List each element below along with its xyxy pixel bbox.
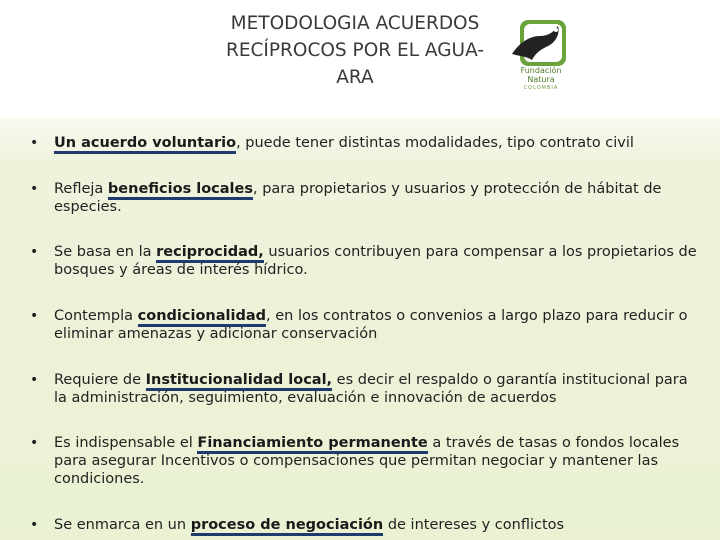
bullet-dot: • xyxy=(30,308,39,324)
bullet-highlight: condicionalidad xyxy=(138,308,266,327)
bullet-post: de intereses y conflictos xyxy=(383,517,565,533)
bullet-post: , puede tener distintas modalidades, tipo contrato civil xyxy=(236,135,634,151)
bullet-highlight: reciprocidad, xyxy=(156,244,264,263)
title-line-3: ARA xyxy=(336,67,374,88)
bullet-post: , para propietarios y usuarios y protección de hábitat de especies. xyxy=(54,181,662,215)
title-line-1: METODOLOGIA ACUERDOS xyxy=(230,13,480,34)
bullet-text xyxy=(54,516,704,534)
bullet-post: es decir el respaldo o garantía institucional para la administración, seguimiento, evaluación e innovación de acuerdos xyxy=(54,372,688,406)
bullet-text xyxy=(54,434,704,488)
title-line-2: RECÍPROCOS POR EL AGUA- xyxy=(225,40,485,61)
bullet-dot: • xyxy=(30,372,39,388)
bullet-highlight: Institucionalidad local, xyxy=(146,372,332,391)
bullet-pre: Refleja xyxy=(54,181,108,197)
bullet-pre: Se basa en la xyxy=(54,244,157,260)
slide-header xyxy=(0,0,720,118)
bullet-pre: Requiere de xyxy=(54,372,146,388)
bullet-highlight: Un acuerdo voluntario xyxy=(54,135,236,154)
bullet-text xyxy=(54,243,704,279)
bullet-text xyxy=(54,307,704,343)
bullet-pre: Es indispensable el xyxy=(54,435,198,451)
bullet-text xyxy=(54,134,704,152)
bullet-pre: Se enmarca en un xyxy=(54,517,191,533)
logo-line-2: Natura xyxy=(527,75,555,84)
bullet-dot: • xyxy=(30,517,39,533)
bullet-post: , en los contratos o convenios a largo plazo para reducir o eliminar amenazas y adicionar conservación xyxy=(54,308,688,342)
logo-line-3: COLOMBIA xyxy=(523,85,559,91)
bullet-dot: • xyxy=(30,435,39,451)
slide-title xyxy=(200,10,510,91)
bullet-post: a través de tasas o fondos locales para asegurar Incentivos o compensaciones que permitan negociar y mantener las condiciones. xyxy=(54,435,680,487)
logo-text xyxy=(514,66,568,93)
bullet-highlight: Financiamiento permanente xyxy=(197,435,427,454)
bullet-text xyxy=(54,180,704,216)
bullet-highlight: proceso de negociación xyxy=(191,517,384,536)
bullet-pre: Contempla xyxy=(54,308,138,324)
bullet-dot: • xyxy=(30,135,39,151)
bullet-dot: • xyxy=(30,181,39,197)
bullet-post: usuarios contribuyen para compensar a los propietarios de bosques y áreas de interés hídrico. xyxy=(54,244,697,278)
bullet-text xyxy=(54,371,704,407)
bullet-highlight: beneficios locales xyxy=(108,181,253,200)
bullet-dot: • xyxy=(30,244,39,260)
logo-line-1: Fundación xyxy=(520,66,562,75)
